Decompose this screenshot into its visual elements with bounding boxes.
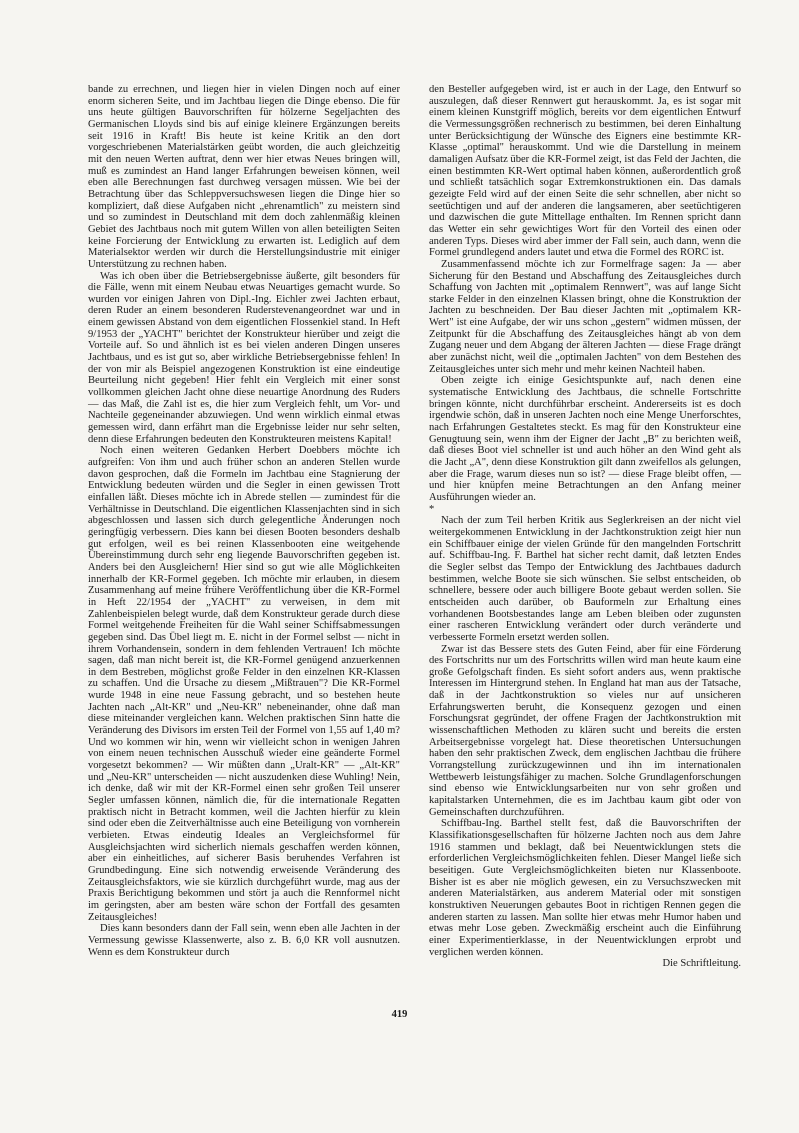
editorial-signature: Die Schriftleitung. xyxy=(662,958,741,970)
paragraph xyxy=(88,445,400,923)
paragraph-text: Zusammenfassend möchte ich zur Formelfrage sagen: Ja — aber Sicherung für den Bestand und Abschaffung des Zeitausgleiches durch Schaffung von Jachten mit „optimalem Rennwert", was auf lange Sicht starke Felder in den einzelnen Klassen bringt, ohne die Konstruktion der Jachten zu beschneiden. Der Bau dieser Jachten mit „optimalem KR-Wert" ist eine Aufgabe, der wir uns schon „gestern" widmen müssen, der Zeitpunkt für die Abschaffung des Zeitausgleiches hängt ab von dem Zugang neuer und dem Abgang der älteren Jachten — diese Frage drängt aber zunächst nicht, weil die „optimalen Jachten" von dem Bestehen des Zeitausgleiches unter sich mehr und mehr keinen Nachteil haben. xyxy=(429,258,741,375)
paragraph-text: bande zu errechnen, und liegen hier in vielen Dingen noch auf einer enorm sicheren Seite, und im Jachtbau liegen die Dinge ebenso. Die für uns heute gültigen Bauvorschriften für hölzerne Segeljachten des Germanischen Lloyds sind bis auf einige kleinere Ergänzungen bereits seit 1916 in Kraft! Bis heute ist keine Kritik an den dort vorgeschriebenen Materialstärken geübt worden, die auch gleichzeitig mit den neuen Werten auftrat, denn wer hier etwas Neues bringen will, muß es zumindest an Hand langer Erfahrungen beweisen können, weil eben alle Berechnungen fast durchweg versagen müssen. Wie bei der Betrachtung über das Schleppversuchswesen liegen die Dinge hier so kompliziert, daß diese Aufgaben nicht „ehrenamtlich" zu meistern sind und so zumindest in Deutschland mit dem doch zahlenmäßig kleinen Gebiet des Jachtbaus noch mit gutem Willen von allen beteiligten Seiten keine Forcierung der Entwicklung zu erwarten ist. Lediglich auf dem Materialsektor werden wir durch die Herstellungsindustrie mit einiger Unterstützung zu rechnen haben. xyxy=(88,84,400,270)
right-column xyxy=(429,84,741,970)
left-column xyxy=(88,84,400,970)
paragraph-text: den Besteller aufgegeben wird, ist er auch in der Lage, den Entwurf so auszulegen, daß dieser Rennwert gut herauskommt. Ja, es ist sogar mit einem kleinen Kunstgriff möglich, bereits vor dem eigentlichen Entwurf die Vermessungsgrößen rechnerisch zu bestimmen, bei deren Einhaltung unter Berücksichtigung der Wünsche des Eigners eine bestimmte KR-Klasse „optimal" herauskommt. Und wie die Darstellung in meinem damaligen Aufsatz über die KR-Formel zeigt, ist das Feld der Jachten, die einen bestimmten KR-Wert optimal haben können, außerordentlich groß und schließt tatsächlich sogar Extremkonstruktionen ein. Das damals gezeigte Feld wird auf der einen Seite die sehr schnellen, aber nicht so seetüchtigen und auf der anderen die langsameren, aber seetüchtigeren und dazwischen die gute Mittellage enthalten. Im Rennen spricht dann das Wetter ein sehr gewichtiges Wort für den Vorteil des einen oder anderen Typs. Dieses wird aber immer der Fall sein, auch dann, wenn die Formel grundlegend anders lautet und etwa die Formel des RORC ist. xyxy=(429,84,741,259)
paragraph xyxy=(429,818,741,970)
section-divider-mark: * xyxy=(429,503,435,515)
paragraph-text: Noch einen weiteren Gedanken Herbert Doebbers möchte ich aufgreifen: Von ihm und auch früher schon an anderen Stellen wurde davon gesprochen, daß die Formeln im Jachtbau eine Stagnierung der Entwicklung bedeuten würden und die Segler in einen gewissen Trott einfallen läßt. Dieses möchte ich in Abrede stellen — zumindest für die Verhältnisse in Deutschland. Die eigentlichen Klassenjachten sind in sich abgeschlossen und lassen sich durch gelegentliche Änderungen noch geringfügig verbessern. Dies kann bei diesen Booten besonders deshalb gut erfolgen, weil es bei reinen Klassenbooten eine weitgehende Übereinstimmung durch sehr eng liegende Bauvorschriften gegeben ist. Anders bei den Ausgleichern! Hier sind so gut wie alle Möglichkeiten innerhalb der KR-Formel gegeben. Ich möchte mir erlauben, in diesem Zusammenhang auf meine frühere Veröffentlichung über die KR-Formel in Heft 22/1954 der „YACHT" zu verweisen, in dem mit Zahlenbeispielen belegt wurde, daß dem Konstrukteur gerade durch diese Formel weitgehende Freiheiten für die Wahl seiner Schiffsabmessungen gegeben sind. Das Übel liegt m. E. nicht in der Formel selbst — nicht in ihrem Vorhandensein, sondern in dem fehlenden Vertrauen! Ich möchte sagen, daß man nicht bereit ist, die KR-Formel genügend anzuerkennen in dem Bestreben, möglichst große Felder in den einzelnen KR-Klassen zu schaffen. Und die Ursache zu diesem „Mißtrauen"? Die KR-Formel wurde 1948 in eine neue Fassung gebracht, und so bestehen heute Jachten nach „Alt-KR" und „Neu-KR" nebeneinander, ohne daß man diese miteinander vergleichen kann. Welchen praktischen Sinn hatte die Veränderung des Divisors im ersten Teil der Formel von 1,55 auf 1,40 m? Und wo kommen wir hin, wenn wir vielleicht schon in wenigen Jahren von einem neuen technischen Ausschuß wieder eine geänderte Formel vorgesetzt bekommen? — Wir müßten dann „Uralt-KR" — „Alt-KR" und „Neu-KR" unterscheiden — nicht auszudenken diese Wuhling! Nein, ich denke, daß wir mit der KR-Formel einen sehr großen Teil unserer Segler umfassen können, nämlich die, für die internationale Regatten praktisch nicht in Betracht kommen, weil die Jachten hierfür zu klein sind oder eben die Zeitverhältnisse auch eine Beteiligung von vornherein verbieten. Etwas eindeutig Ideales an Vergleichsformel für Ausgleichsjachten wird sicherlich niemals geschaffen werden können, aber ein einheitliches, auf sicherer Basis beruhendes Verfahren ist Grundbedingung. Eine sich notwendig erweisende Veränderung des Zeitausgleichsfaktors, wie sie kürzlich durchgeführt wurde, mag aus der Praxis Berichtigung bekommen und stört ja auch die Rennformel nicht im geringsten, aber am besten wäre schon der Fortfall des gesamten Zeitausgleiches! xyxy=(88,445,400,923)
paragraph xyxy=(429,375,741,503)
paragraph-text: Was ich oben über die Betriebsergebnisse äußerte, gilt besonders für die Fälle, wenn mit einem Neubau etwas Neuartiges gemacht wurde. So wurden vor einigen Jahren von Dipl.-Ing. Eichler zwei Jachten erbaut, deren Ruder an einem besonderen Ruderstevenangeordnet war und in einem gewissen Abstand von dem eigentlichen Flossenkiel stand. In Heft 9/1953 der „YACHT" berichtet der Konstrukteur hierüber und zeigt die Vorteile auf. So und ähnlich ist es bei vielen anderen Dingen unseres Jachtbaus, und es ist gut so, aber wirkliche Betriebsergebnisse fehlen! In der von mir als Beispiel angezogenen Konstruktion ist eine eindeutige Beurteilung nicht gegeben! Hier fehlt ein Vergleich mit einer sonst vollkommen gleichen Jacht ohne diese neuartige Anordnung des Ruders — das Maß, die Zahl ist es, die hier zum Vergleich fehlt, um Vor- und Nachteile gegeneinander abzuwiegen. Und wenn wirklich einmal etwas gemessen wird, dann erfährt man die Ergebnisse leider nur sehr selten, denn diese Erfahrungen bedeuten den Konstrukteuren meistens Kapital! xyxy=(88,270,400,445)
paragraph-text: Oben zeigte ich einige Gesichtspunkte auf, nach denen eine systematische Entwicklung des Jachtbaus, die schnelle Fortschritte bringen könnte, nicht durchführbar erscheint. Andererseits ist es doch irgendwie schön, daß in unseren Jachten noch eine Menge Unerforschtes, nach Erfahrungen Gestaltetes steckt. Es mag für den Konstrukteur eine Genugtuung sein, wenn ihm der Eigner der Jacht „B" zu berichten weiß, daß dieses Boot viel schneller ist und auch höher an den Wind geht als die Jacht „A", denn diese Konstruktion gilt dann zweifellos als gelungen, aber die Frage, warum dieses nun so ist? — diese Frage bleibt offen, — und hier knüpfen meine Betrachtungen an den Anfang meiner Ausführungen wieder an. xyxy=(429,375,741,503)
paragraph xyxy=(88,271,400,446)
paragraph xyxy=(429,84,741,259)
paragraph-text: Zwar ist das Bessere stets des Guten Feind, aber für eine Förderung des Fortschritts nur um des Fortschritts willen wird man heute kaum eine große Gefolgschaft finden. Es sieht sofort anders aus, wenn praktische Interessen im Hintergrund stehen. In England hat man aus der Tatsache, daß in der Jachtkonstruktion so vieles nur auf unsicheren Erfahrungswerten beruht, die Konsequenz gezogen und einen Forschungsrat gegründet, der offene Fragen der Jachtkonstruktion mit wissenschaftlichen Methoden zu klären sucht und bereits die ersten Arbeitsergebnisse vorgelegt hat. Diese theoretischen Untersuchungen haben den sehr praktischen Zweck, dem englischen Jachtbau die frühere Vorrangstellung zurückzugewinnen und ihn im internationalen Wettbewerb leistungsfähiger zu machen. Solche Grundlagenforschungen sind ebenso wie Entwicklungsarbeiten nur von sehr großen und kapitalstarken Unternehmen, die es im Jachtbau kaum gibt oder von Gemeinschaften durchzuführen. xyxy=(429,643,741,818)
paragraph xyxy=(429,515,741,643)
text-columns xyxy=(88,84,741,970)
paragraph-text: Dies kann besonders dann der Fall sein, wenn eben alle Jachten in der Vermessung gewisse Klassenwerte, also z. B. 6,0 KR voll ausnutzen. Wenn es dem Konstrukteur durch xyxy=(88,923,400,958)
paragraph-text: Nach der zum Teil herben Kritik aus Seglerkreisen an der nicht viel weitergekommenen Entwicklung in der Jachtkonstruktion zeigt hier nun ein Schiffbauer einige der vielen Gründe für den mangelnden Fortschritt auf. Schiffbau-Ing. F. Barthel hat sicher recht damit, daß letzten Endes die Segler selbst das Tempo der Entwicklung des Jachtbaues dadurch bestimmen, welche Boote sie sich wünschen. Sie selbst entscheiden, ob schnellere, bessere oder auch billigere Boote gebaut werden sollen. Sie entscheiden auch darüber, ob Bauformeln zur Erhaltung eines vorhandenen Bootsbestandes lange am Leben bleiben oder zugunsten einer rascheren Entwicklung verändert oder durch veränderte und verbesserte Formeln ersetzt werden sollen. xyxy=(429,515,741,643)
paragraph xyxy=(429,644,741,819)
paragraph xyxy=(88,84,400,271)
paragraph xyxy=(88,923,400,958)
paragraph xyxy=(429,259,741,376)
page-number: 419 xyxy=(391,1009,408,1020)
paragraph-text: Schiffbau-Ing. Barthel stellt fest, daß die Bauvorschriften der Klassifikationsgesellschaften für hölzerne Jachten noch aus dem Jahre 1916 stammen und beklagt, daß bei Neuentwicklungen stets die erforderlichen Vergleichsmöglichkeiten fehlen. Dieser Mangel ließe sich beseitigen. Gute Vergleichsmöglichkeiten bieten nur Klassenboote. Bisher ist es aber nie möglich gewesen, ein zu Versuchszwecken mit anderen Materialstärken, aus anderem Material oder mit sonstigen konstruktiven Neuerungen gebautes Boot in richtigen Rennen gegen die anderen starten zu lassen. Man sollte hier etwas mehr Humor haben und etwas mehr Lose geben. Zweckmäßig erscheint auch die Einführung einer Experimentierklasse, in der Neuentwicklungen erprobt und verglichen werden können. xyxy=(429,818,741,958)
